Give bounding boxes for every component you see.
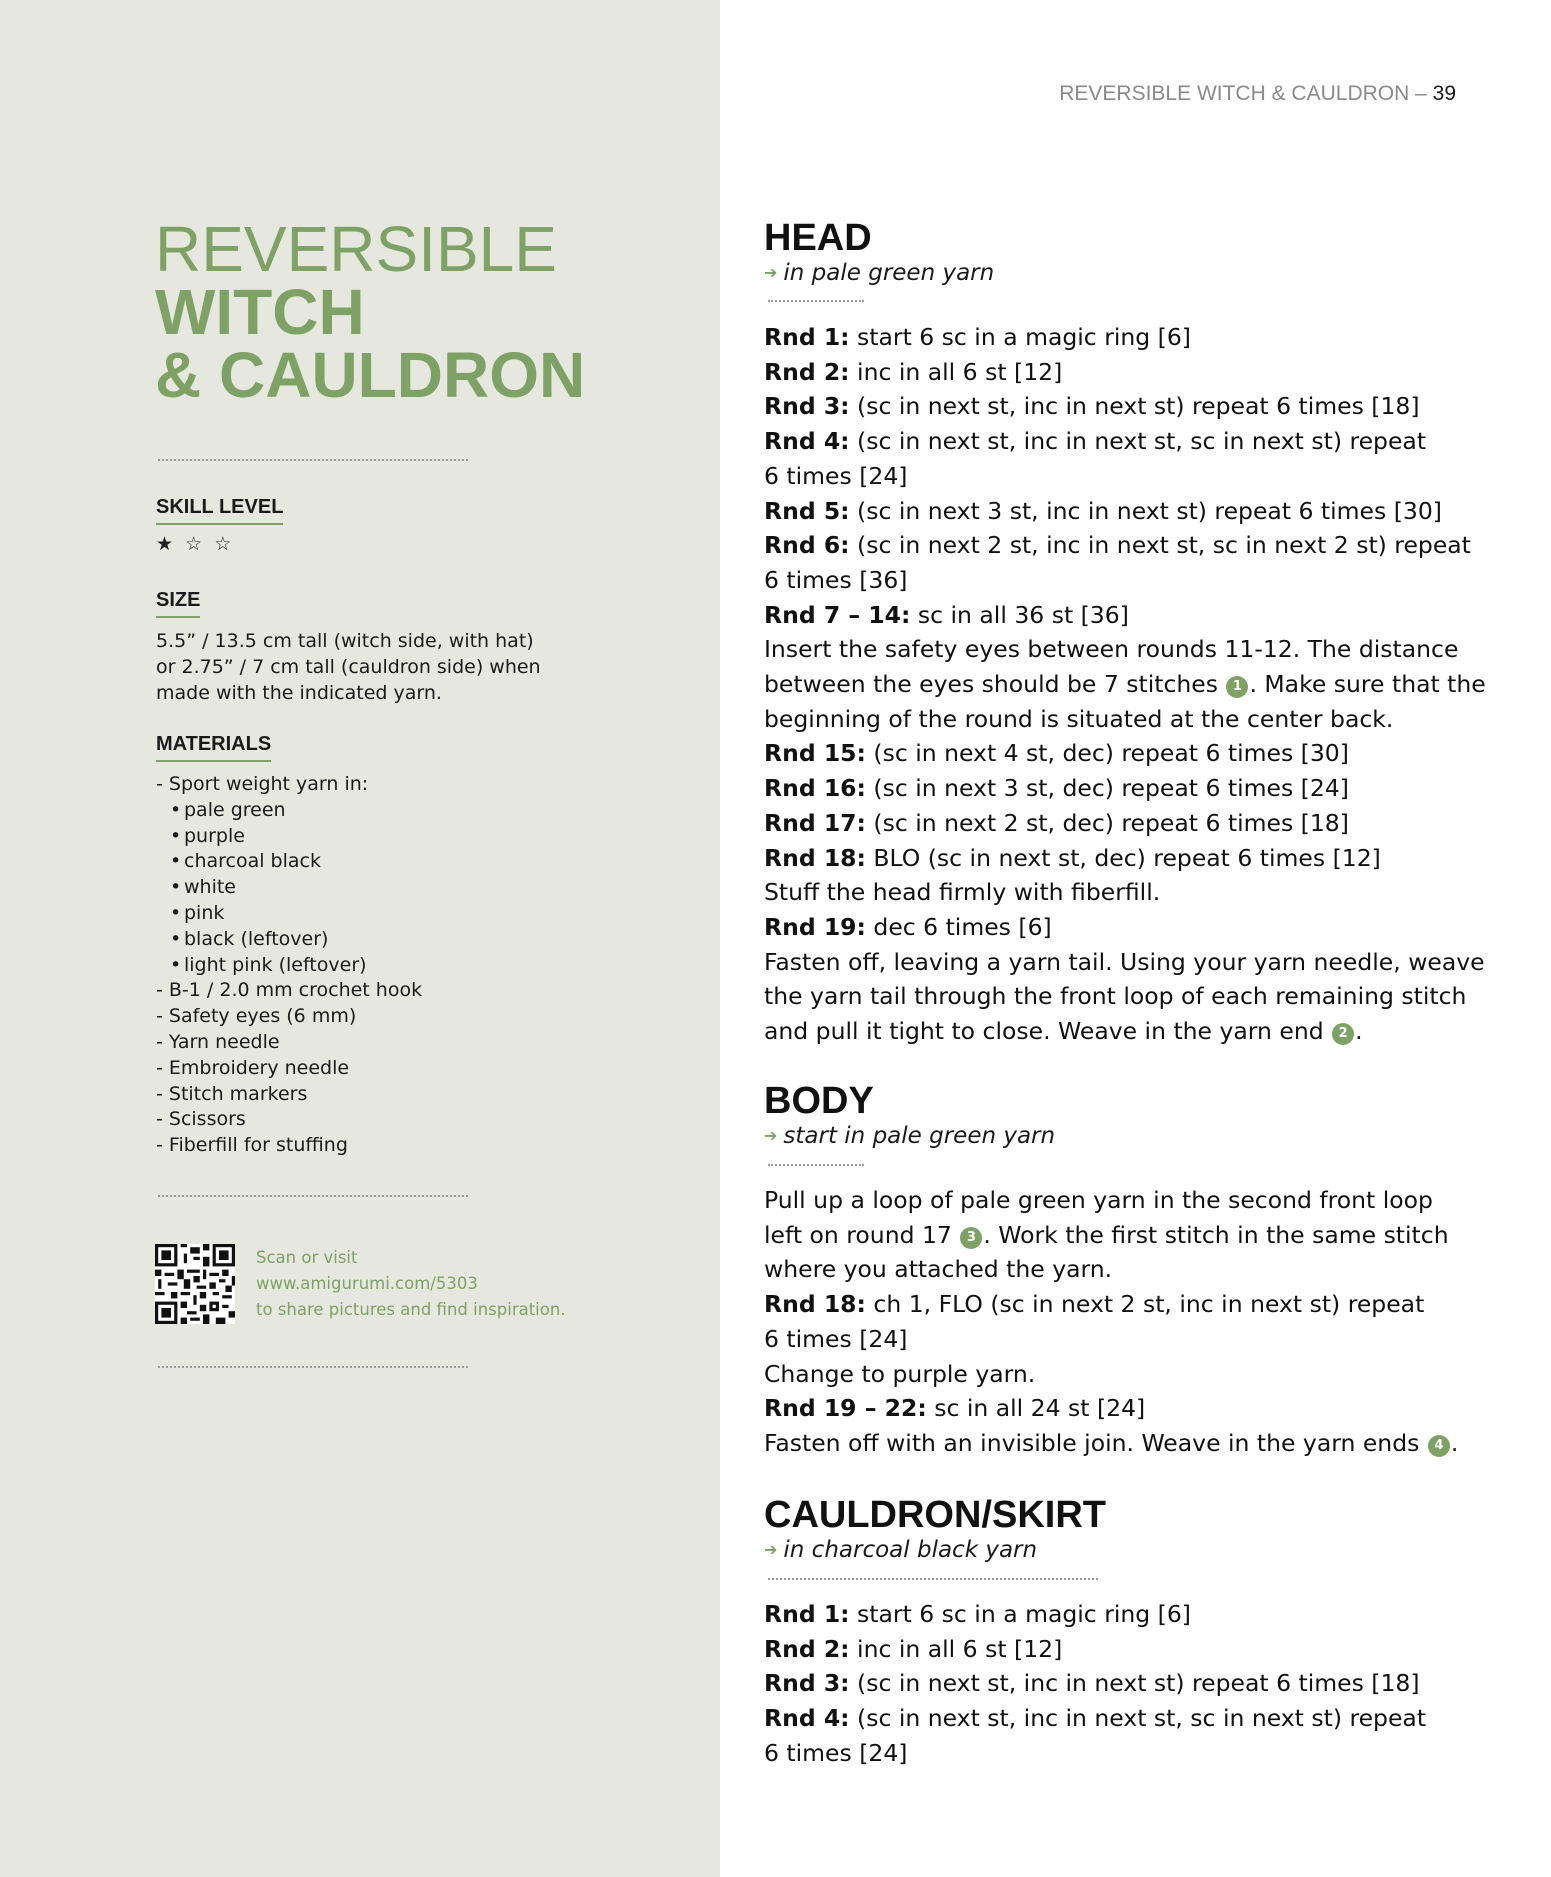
- section-title-body: BODY: [764, 1080, 874, 1122]
- instruction-text: 6 times [24]: [764, 461, 908, 490]
- materials-list: [156, 772, 576, 1159]
- instruction-text: . Work the first stitch in the same stitch: [983, 1220, 1449, 1249]
- instruction-text: dec 6 times [6]: [865, 912, 1052, 941]
- round-label: Rnd 19 – 22:: [764, 1394, 927, 1423]
- size-line: or 2.75” / 7 cm tall (cauldron side) when: [156, 656, 541, 678]
- instruction-text: (sc in next st, inc in next st, sc in next st) repeat: [849, 1704, 1427, 1733]
- instruction-line: [764, 1287, 1494, 1322]
- pattern-title: [155, 213, 675, 411]
- arrow-right-icon: ➔: [764, 263, 778, 282]
- running-header: [1059, 82, 1456, 106]
- instruction-line: [764, 494, 1494, 529]
- section-subtitle-text: in charcoal black yarn: [783, 1537, 1038, 1563]
- divider: [158, 1195, 468, 1197]
- instruction-line: [764, 1666, 1494, 1701]
- instruction-line: [764, 1391, 1494, 1426]
- instruction-text: inc in all 6 st [12]: [849, 1634, 1063, 1663]
- round-label: Rnd 5:: [764, 496, 850, 525]
- instruction-text: sc in all 36 st [36]: [910, 600, 1129, 629]
- yarn-item: • purple: [156, 824, 576, 850]
- yarn-item: • charcoal black: [156, 849, 576, 875]
- instruction-text: Fasten off, leaving a yarn tail. Using your yarn needle, weave: [764, 947, 1485, 976]
- instruction-line: [764, 771, 1494, 806]
- round-label: Rnd 2:: [764, 357, 850, 386]
- instruction-line: [764, 598, 1494, 633]
- instruction-line: [764, 1183, 1494, 1218]
- instruction-text: (sc in next 2 st, inc in next st, sc in next 2 st) repeat: [849, 531, 1471, 560]
- qr-line: to share pictures and find inspiration.: [256, 1300, 566, 1319]
- instruction-line: [764, 806, 1494, 841]
- instruction-line: [764, 563, 1494, 598]
- yarn-item: • white: [156, 875, 576, 901]
- instruction-line: [764, 459, 1494, 494]
- section-subtitle: [764, 260, 994, 286]
- section-subtitle-text: in pale green yarn: [783, 260, 995, 286]
- instruction-line: [764, 320, 1494, 355]
- title-line-2: WITCH: [155, 276, 365, 348]
- instruction-line: [764, 979, 1494, 1014]
- instruction-text: .: [1450, 1428, 1459, 1457]
- instruction-line: [764, 667, 1494, 702]
- round-label: Rnd 7 – 14:: [764, 600, 911, 629]
- round-label: Rnd 4:: [764, 1704, 850, 1733]
- instruction-text: and pull it tight to close. Weave in the yarn end: [764, 1017, 1332, 1046]
- round-label: Rnd 3:: [764, 392, 850, 421]
- material-item: - Scissors: [156, 1108, 246, 1131]
- round-label: Rnd 6:: [764, 531, 850, 560]
- instruction-line: [764, 1701, 1494, 1736]
- instruction-text: (sc in next st, inc in next st, sc in next st) repeat: [849, 427, 1427, 456]
- size-line: made with the indicated yarn.: [156, 682, 442, 704]
- round-label: Rnd 17:: [764, 808, 866, 837]
- instruction-text: Insert the safety eyes between rounds 11-12. The distance: [764, 635, 1459, 664]
- star-empty-icon: ☆: [214, 533, 235, 555]
- section-subtitle: [764, 1123, 1055, 1149]
- skill-rating: [156, 533, 234, 555]
- round-label: Rnd 1:: [764, 323, 850, 351]
- instruction-text: 6 times [36]: [764, 565, 908, 594]
- instruction-line: [764, 1322, 1494, 1357]
- instruction-line: [764, 1736, 1494, 1771]
- qr-code-icon[interactable]: [155, 1244, 235, 1324]
- running-sep: –: [1409, 82, 1433, 105]
- instruction-text: Stuff the head firmly with fiberfill.: [764, 878, 1161, 907]
- material-item: - Fiberfill for stuffing: [156, 1134, 348, 1157]
- instruction-text: .: [1355, 1017, 1363, 1046]
- instruction-line: [764, 910, 1494, 945]
- divider: [158, 459, 468, 461]
- instruction-text: the yarn tail through the front loop of each remaining stitch: [764, 982, 1467, 1011]
- instruction-line: [764, 632, 1494, 667]
- round-label: Rnd 18:: [764, 1290, 866, 1319]
- section-subtitle-text: start in pale green yarn: [783, 1123, 1056, 1149]
- round-label: Rnd 15:: [764, 739, 866, 768]
- arrow-right-icon: ➔: [764, 1126, 778, 1145]
- yarn-list: [156, 798, 576, 979]
- instruction-text: BLO (sc in next st, dec) repeat 6 times [12]: [865, 843, 1381, 872]
- instruction-text: Change to purple yarn.: [764, 1359, 1036, 1388]
- star-empty-icon: ☆: [185, 533, 206, 555]
- section-title-cauldron: CAULDRON/SKIRT: [764, 1494, 1106, 1536]
- section-title-head: HEAD: [764, 217, 872, 259]
- instruction-text: 6 times [24]: [764, 1324, 908, 1353]
- body-instructions: [764, 1183, 1494, 1461]
- arrow-right-icon: ➔: [764, 1540, 778, 1559]
- divider: [768, 1578, 1098, 1580]
- running-title: REVERSIBLE WITCH & CAULDRON: [1059, 82, 1410, 105]
- instruction-text: (sc in next 4 st, dec) repeat 6 times [30]: [865, 739, 1349, 768]
- instruction-text: 6 times [24]: [764, 1738, 908, 1767]
- instruction-line: [764, 1252, 1494, 1287]
- size-line: 5.5” / 13.5 cm tall (witch side, with hat): [156, 630, 534, 652]
- instruction-text: between the eyes should be 7 stitches: [764, 670, 1226, 699]
- yarn-item: • black (leftover): [156, 927, 576, 953]
- instruction-text: inc in all 6 st [12]: [849, 357, 1063, 386]
- instruction-line: [764, 875, 1494, 910]
- title-line-3: & CAULDRON: [155, 339, 586, 411]
- instruction-text: left on round 17: [764, 1220, 960, 1249]
- instruction-line: [764, 1218, 1494, 1253]
- material-item: - Yarn needle: [156, 1030, 280, 1053]
- instruction-text: . Make sure that the: [1249, 670, 1486, 699]
- qr-line: Scan or visit: [256, 1248, 358, 1267]
- instruction-text: beginning of the round is situated at the center back.: [764, 704, 1394, 733]
- divider: [158, 1366, 468, 1368]
- head-instructions: [764, 320, 1494, 1049]
- materials-heading: MATERIALS: [156, 733, 271, 762]
- page-number: 39: [1432, 82, 1456, 105]
- step-number-badge: 4: [1428, 1435, 1450, 1457]
- instruction-line: [764, 736, 1494, 771]
- instruction-line: [764, 702, 1494, 737]
- divider: [768, 1164, 864, 1166]
- round-label: Rnd 4:: [764, 427, 850, 456]
- instruction-text: Fasten off with an invisible join. Weave in the yarn ends: [764, 1428, 1427, 1457]
- yarn-item: • pink: [156, 901, 576, 927]
- size-heading: SIZE: [156, 589, 200, 618]
- round-label: Rnd 1:: [764, 1600, 850, 1628]
- title-line-1: REVERSIBLE: [155, 213, 557, 285]
- instruction-line: [764, 424, 1494, 459]
- material-item: - B-1 / 2.0 mm crochet hook: [156, 979, 423, 1002]
- materials-lead: - Sport weight yarn in:: [156, 773, 369, 795]
- instruction-text: (sc in next 3 st, dec) repeat 6 times [24]: [865, 774, 1349, 803]
- instruction-line: [764, 389, 1494, 424]
- qr-url-link[interactable]: www.amigurumi.com/5303: [256, 1274, 478, 1293]
- instruction-line: [764, 1357, 1494, 1392]
- instruction-line: [764, 945, 1494, 980]
- yarn-item: • pale green: [156, 798, 576, 824]
- material-item: - Embroidery needle: [156, 1056, 350, 1079]
- size-text: [156, 628, 596, 706]
- divider: [768, 300, 864, 302]
- section-subtitle: [764, 1537, 1037, 1563]
- instruction-text: (sc in next st, inc in next st) repeat 6 times [18]: [849, 392, 1420, 421]
- cauldron-instructions: [764, 1597, 1494, 1771]
- round-label: Rnd 2:: [764, 1634, 850, 1663]
- instruction-text: (sc in next 2 st, dec) repeat 6 times [18]: [865, 808, 1349, 837]
- step-number-badge: 2: [1332, 1023, 1354, 1045]
- instruction-text: where you attached the yarn.: [764, 1255, 1113, 1284]
- skill-level-heading: SKILL LEVEL: [156, 496, 283, 525]
- yarn-item: • light pink (leftover): [156, 953, 576, 979]
- instruction-line: [764, 1426, 1494, 1461]
- instruction-line: [764, 841, 1494, 876]
- round-label: Rnd 3:: [764, 1669, 850, 1698]
- instruction-line: [764, 1014, 1494, 1049]
- instruction-text: start 6 sc in a magic ring [6]: [849, 323, 1191, 351]
- instruction-text: Pull up a loop of pale green yarn in the second front loop: [764, 1186, 1433, 1214]
- instruction-line: [764, 1632, 1494, 1667]
- instruction-line: [764, 1597, 1494, 1632]
- instruction-text: (sc in next st, inc in next st) repeat 6 times [18]: [849, 1669, 1420, 1698]
- instruction-line: [764, 528, 1494, 563]
- step-number-badge: 1: [1226, 676, 1248, 698]
- instruction-text: sc in all 24 st [24]: [926, 1394, 1146, 1423]
- round-label: Rnd 19:: [764, 912, 866, 941]
- star-filled-icon: ★: [156, 533, 177, 555]
- material-item: - Stitch markers: [156, 1082, 308, 1105]
- instruction-line: [764, 355, 1494, 390]
- step-number-badge: 3: [960, 1227, 982, 1249]
- instruction-text: (sc in next 3 st, inc in next st) repeat 6 times [30]: [849, 496, 1442, 525]
- instruction-text: ch 1, FLO (sc in next 2 st, inc in next st) repeat: [865, 1290, 1425, 1319]
- round-label: Rnd 18:: [764, 843, 866, 872]
- material-item: - Safety eyes (6 mm): [156, 1005, 357, 1028]
- round-label: Rnd 16:: [764, 774, 866, 803]
- qr-caption: [256, 1245, 596, 1323]
- instruction-text: start 6 sc in a magic ring [6]: [849, 1600, 1191, 1628]
